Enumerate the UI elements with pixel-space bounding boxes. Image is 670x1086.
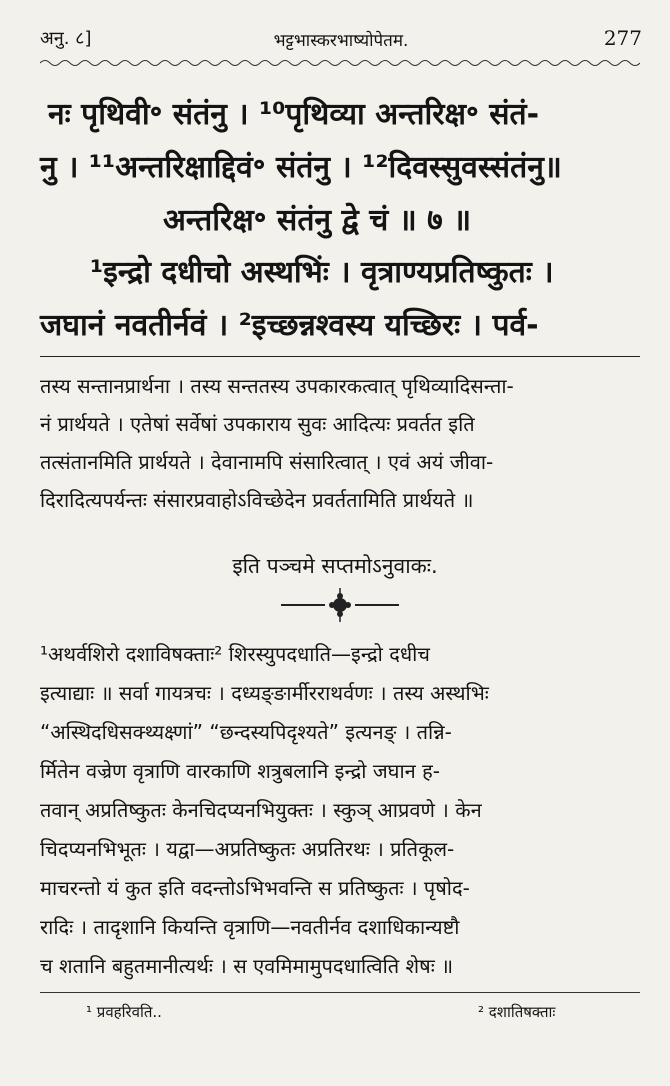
- page-number: 277: [603, 26, 642, 50]
- mantra-line: नु । ¹¹अन्तरिक्षाद्दिवं॰ संतंनु । ¹²दिवस्सुवस्संतंनु॥: [40, 150, 562, 185]
- commentary-line: ¹अथर्वशिरो दशाविषक्ताः² शिरस्युपदधाति—इन्द्रो दधीच: [40, 642, 431, 666]
- commentary-line: इत्याद्याः ॥ सर्वा गायत्रचः । दध्यङ्ङार्मीरराथर्वणः । तस्य अस्थभिः: [40, 681, 489, 705]
- commentary-line: माचरन्तो यं कुत इति वदन्तोऽभिभवन्ति स प्रतिष्कुतः । पृषोद-: [40, 876, 470, 900]
- commentary-line: दिरादित्यपर्यन्तः संसारप्रवाहोऽविच्छेदेन प्रवर्ततामिति प्रार्थयते ॥: [40, 488, 474, 512]
- commentary-line: र्मितेन वज्रेण वृत्राणि वारकाणि शत्रुबलानि इन्द्रो जघान ह-: [40, 759, 440, 783]
- section-label: अनु. ८]: [40, 28, 92, 49]
- commentary-line: नं प्रार्थयते । एतेषां सर्वेषां उपकाराय सुवः आदित्यः प्रवर्तत इति: [40, 412, 475, 436]
- commentary-line: तस्य सन्तानप्रार्थना । तस्य सन्ततस्य उपकारकत्वात् पृथिव्यादिसन्ता-: [40, 374, 514, 398]
- footnote-2: ² दशातिषक्ताः: [478, 1003, 556, 1021]
- wavy-divider: [40, 58, 640, 68]
- commentary-line: तत्संतानमिति प्रार्थयते । देवानामपि संसारित्वात् । एवं अयं जीवा-: [40, 450, 494, 474]
- commentary-line: च शतानि बहुतमानीत्यर्थः । स एवमिमामुपदधात्विति शेषः ॥: [40, 954, 454, 978]
- page-header: [40, 26, 642, 56]
- commentary-line: “अस्थिदधिसक्थ्यक्ष्णां” “छन्दस्यपिदृश्यते” इत्यनङ् । तन्नि-: [40, 720, 452, 744]
- commentary-line: तवान् अप्रतिष्कुतः केनचिदप्यनभियुक्तः । स्कुञ् आप्रवणे । केन: [40, 798, 482, 822]
- mantra-line: नः पृथिवी॰ संतंनु । ¹⁰पृथिव्या अन्तरिक्ष॰ संतं-: [48, 97, 540, 132]
- ornament-divider: [275, 588, 405, 622]
- footnote-rule: [40, 992, 640, 993]
- footnote-1: ¹ प्रवहरिवति..: [86, 1003, 162, 1021]
- commentary-line: चिदप्यनभिभूतः । यद्वा—अप्रतिष्कुतः अप्रतिरथः । प्रतिकूल-: [40, 837, 455, 861]
- commentary-line: रादिः । तादृशानि कियन्ति वृत्राणि—नवतीर्नव दशाधिकान्यष्टौ: [40, 915, 460, 939]
- section-rule: [40, 356, 640, 357]
- anuvaka-closing: इति पञ्चमे सप्तमोऽनुवाकः.: [232, 554, 438, 578]
- running-title: भट्टभास्करभाष्योपेतम.: [273, 31, 409, 51]
- mantra-line: जघानं नवतीर्नवं । ²इच्छन्नश्वस्य यच्छिरः । पर्व-: [40, 308, 539, 343]
- mantra-line: ¹इन्द्रो दधीचो अस्थभिंः । वृत्राण्यप्रतिष्कुतः ।: [90, 255, 554, 290]
- mantra-line: अन्तरिक्ष॰ संतंनु द्वे चं ॥ ७ ॥: [163, 203, 472, 238]
